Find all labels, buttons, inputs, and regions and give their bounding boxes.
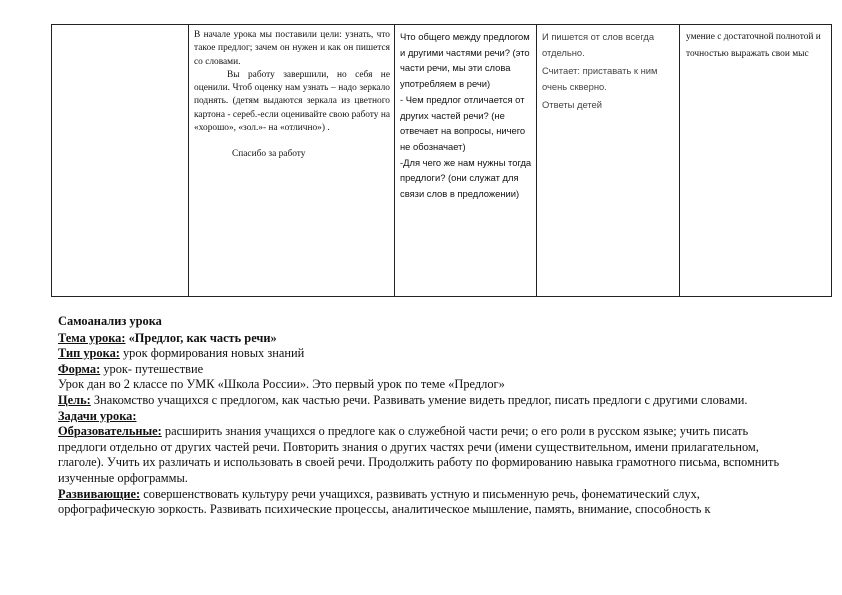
cell-thanks: Спасибо за работу xyxy=(232,149,306,160)
topic-value: «Предлог, как часть речи» xyxy=(125,330,277,345)
self-analysis xyxy=(58,314,798,518)
form-line xyxy=(58,362,798,378)
table-row xyxy=(52,25,832,297)
type-value: урок формирования новых знаний xyxy=(119,346,305,361)
table-cell-student-text xyxy=(537,25,680,297)
table-cell-skills xyxy=(680,25,832,297)
type-line xyxy=(58,346,798,362)
cell-paragraph: Считает: приставать к ним очень скверно. xyxy=(542,65,658,92)
cell-paragraph: И пишется от слов всегда отдельно. xyxy=(542,31,655,58)
cell-paragraph: -Для чего же нам нужны тогда предлоги? (они служат для связи слов в предложении) xyxy=(400,156,532,200)
cell-paragraph: умение с достаточной полнотой и точностью выражать свои мыс xyxy=(686,32,821,59)
form-value: урок- путешествие xyxy=(100,361,204,376)
type-label: Тип урока: xyxy=(58,346,120,361)
edu-label: Образовательные: xyxy=(58,424,162,439)
lesson-table xyxy=(51,24,832,297)
table-cell-questions xyxy=(395,25,537,297)
dev-label: Развивающие: xyxy=(58,486,141,501)
goal-label: Цель: xyxy=(58,392,91,407)
tasks-heading xyxy=(58,409,798,425)
form-label: Форма: xyxy=(58,361,101,376)
dev-line xyxy=(58,487,798,518)
goal-line xyxy=(58,393,798,409)
cell-paragraph: В начале урока мы поставили цели: узнать, что такое предлог; зачем он нужен и как он пишется со словами. xyxy=(194,30,390,67)
edu-line xyxy=(58,424,798,486)
topic-line xyxy=(58,331,798,347)
tasks-label: Задачи урока: xyxy=(58,408,137,423)
cell-paragraph: Ответы детей xyxy=(542,99,603,110)
cell-paragraph: Что общего между предлогом и другими частями речи? (это части речи, мы эти слова употребляем в речи) xyxy=(400,31,530,90)
table-cell-teacher-text xyxy=(189,25,395,297)
cell-paragraph: - Чем предлог отличается от других частей речи? (не отвечает на вопросы, ничего не обозначает) xyxy=(400,93,526,152)
dev-value: совершенствовать культуру речи учащихся, развивать устную и письменную речь, фонематический слух, орфографическую зоркость. Развивать психические процессы, аналитическое мышление, память, внимание, способность к xyxy=(58,486,711,517)
cell-paragraph: Вы работу завершили, но себя не оценили. Чтоб оценку нам узнать – надо зеркало поднять. (детям выдаются зеркала из цветного картона - сереб.-если оценивайте свою работу на «хорошо», «зол.»- на «отлично») . xyxy=(194,69,390,134)
table-cell-empty xyxy=(52,25,189,297)
edu-value: расширить знания учащихся о предлоге как о служебной части речи; о его роли в русском языке; учить писать предлоги отдельно от других частей речи. Повторить знания о других частях речи (имени существительном, имени прилагательном, глаголе). Учить их различать и использовать в своей речи. Продолжить работу по формированию навыка грамотного письма, вспомнить изученные орфограммы. xyxy=(58,424,780,485)
info-line: Урок дан во 2 классе по УМК «Школа России». Это первый урок по теме «Предлог» xyxy=(58,377,505,392)
section-heading: Самоанализ урока xyxy=(58,314,162,328)
topic-label: Тема урока: xyxy=(58,330,126,345)
goal-value: Знакомство учащихся с предлогом, как частью речи. Развивать умение видеть предлог, писать предлоги с другими словами. xyxy=(90,392,748,407)
